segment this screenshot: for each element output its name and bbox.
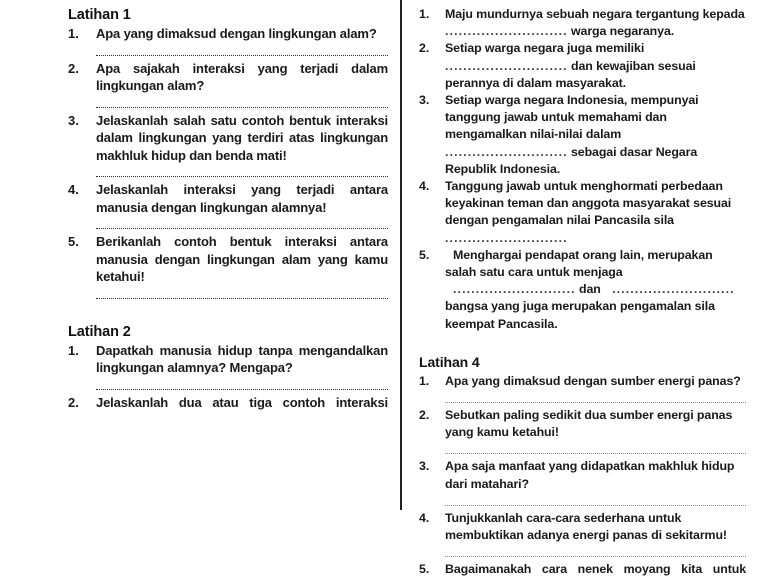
fill-blank[interactable]: ........................... [445, 24, 568, 39]
question-number: 3. [68, 112, 79, 128]
answer-line[interactable] [96, 176, 388, 177]
question-item [68, 342, 388, 377]
answer-line[interactable] [96, 389, 388, 390]
question-text: Apa yang dimaksud dengan sumber energi panas? [445, 373, 741, 388]
fill-blank[interactable]: ........................... [445, 230, 568, 245]
question-item [68, 25, 388, 43]
question-number: 1. [68, 342, 79, 358]
section-heading: Latihan 2 [68, 323, 131, 340]
question-number: 5. [68, 234, 79, 249]
question-text-before: Tanggung jawab untuk menghormati perbedaan keyakinan teman dan anggota masyarakat sesuai dengan pengamalan nilai Pancasila sila [445, 179, 732, 228]
question-text [445, 178, 746, 247]
question-text: Jelaskanlah interaksi yang terjadi antara manusia dengan lingkungan alamnya! [96, 182, 388, 215]
question-number: 5. [419, 247, 430, 262]
section-latihan-4 [419, 353, 746, 578]
question-number: 1. [68, 26, 79, 41]
answer-line[interactable] [445, 505, 746, 506]
question-item [68, 60, 388, 95]
section-heading: Latihan 1 [68, 7, 131, 23]
section-gap [68, 303, 388, 323]
question-text: Dapatkah manusia hidup tanpa mengandalkan lingkungan alamnya? Mengapa? [96, 342, 388, 375]
answer-line[interactable] [96, 55, 388, 56]
fill-blank[interactable]: ........................... [445, 58, 568, 73]
section-latihan-1 [68, 6, 388, 299]
question-item [68, 394, 388, 412]
question-item [419, 407, 746, 441]
answer-line[interactable] [96, 107, 388, 108]
question-item [68, 233, 388, 286]
question-text [445, 247, 746, 333]
question-text: Apa yang dimaksud dengan lingkungan alam? [96, 26, 377, 41]
question-text: Apa sajakah interaksi yang terjadi dalam lingkungan alam? [96, 60, 388, 93]
question-item [419, 373, 746, 390]
question-number: 4. [419, 510, 430, 525]
question-text-after: sebagai dasar Negara Republik Indonesia. [445, 144, 698, 176]
answer-line[interactable] [96, 228, 388, 229]
question-text: Jelaskanlah salah satu contoh bentuk interaksi dalam lingkungan yang terdiri atas lingkungan makhluk hidup dan benda mati! [96, 112, 388, 163]
question-text-after: dan kewajiban sesuai perannya di dalam masyarakat. [445, 58, 696, 90]
question-text: Jelaskanlah dua atau tiga contoh interaksi [96, 394, 388, 410]
question-number: 1. [419, 7, 430, 21]
question-item [419, 178, 746, 247]
question-item [419, 40, 746, 92]
fill-blank[interactable]: ........................... [453, 282, 576, 297]
question-number: 3. [419, 93, 430, 108]
question-number: 2. [68, 394, 79, 410]
question-text: Sebutkan paling sedikit dua sumber energi panas yang kamu ketahui! [445, 408, 733, 440]
left-column [0, 0, 402, 510]
question-number: 3. [419, 459, 430, 474]
question-number: 4. [419, 179, 430, 194]
question-number: 2. [419, 41, 430, 56]
section-gap [419, 333, 746, 353]
question-text-before: Maju mundurnya sebuah negara tergantung kepada [445, 7, 745, 21]
question-text-after: warga negaranya. [567, 24, 675, 39]
right-column [402, 0, 768, 577]
question-text: Berikanlah contoh bentuk interaksi antara manusia dengan lingkungan alam yang kamu ketahui! [96, 234, 388, 284]
question-item [68, 181, 388, 216]
question-item [419, 6, 746, 40]
answer-line[interactable] [445, 402, 746, 403]
question-number: 1. [419, 373, 430, 388]
question-text [445, 6, 746, 40]
fill-blank[interactable]: ........................... [445, 144, 568, 159]
section-heading: Latihan 4 [419, 353, 480, 370]
section-latihan-3-continued [419, 6, 746, 333]
section-latihan-2 [68, 323, 388, 412]
question-number: 2. [419, 408, 430, 423]
question-item [419, 510, 746, 544]
question-text [445, 92, 746, 178]
question-item [68, 112, 388, 165]
question-text-middle: dan [575, 282, 605, 297]
question-text: Tunjukkanlah cara-cara sederhana untuk membuktikan adanya energi panas di sekitarmu! [445, 510, 727, 543]
fill-blank[interactable]: ........................... [612, 282, 735, 297]
question-text: Apa saja manfaat yang didapatkan makhluk hidup dari matahari? [445, 459, 735, 491]
question-item [419, 458, 746, 492]
question-text: Bagaimanakah cara nenek moyang kita untuk [445, 562, 746, 577]
question-number: 4. [68, 182, 79, 197]
question-number: 2. [68, 60, 79, 76]
answer-line[interactable] [445, 453, 746, 454]
question-text-before: Setiap warga negara Indonesia, mempunyai tanggung jawab untuk memahami dan mengamalkan nilai-nilai dalam [445, 93, 699, 142]
question-item [419, 561, 746, 578]
answer-line[interactable] [96, 298, 388, 299]
question-number: 5. [419, 562, 430, 577]
question-item [419, 92, 746, 178]
question-text-before: Menghargai pendapat orang lain, merupakan salah satu cara untuk menjaga [445, 247, 713, 280]
question-text [445, 40, 746, 92]
question-text-after: bangsa yang juga merupakan pengamalan sila keempat Pancasila. [445, 299, 715, 331]
answer-line[interactable] [445, 556, 746, 557]
question-text-before: Setiap warga negara juga memiliki [445, 41, 645, 56]
question-item [419, 247, 746, 333]
